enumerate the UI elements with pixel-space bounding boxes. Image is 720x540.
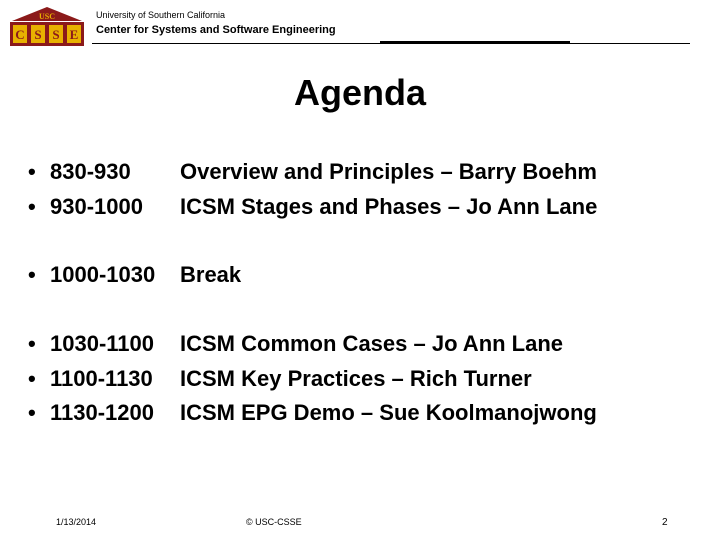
agenda-topic: ICSM Common Cases – Jo Ann Lane bbox=[180, 331, 564, 356]
bullet-icon: • bbox=[28, 400, 36, 425]
agenda-item bbox=[28, 155, 597, 189]
logo-letter: S bbox=[52, 27, 60, 42]
agenda-item bbox=[28, 327, 563, 361]
university-name: University of Southern California bbox=[96, 10, 226, 20]
agenda-topic: Overview and Principles – Barry Boehm bbox=[180, 159, 597, 184]
bullet-icon: • bbox=[28, 262, 36, 287]
bullet-icon: • bbox=[28, 331, 36, 356]
agenda-topic: ICSM Key Practices – Rich Turner bbox=[180, 366, 532, 391]
slide-title: Agenda bbox=[293, 72, 426, 113]
logo-letter: E bbox=[69, 27, 79, 42]
agenda-time: 1030-1100 bbox=[50, 331, 154, 356]
agenda-time: 930-1000 bbox=[50, 194, 143, 219]
agenda-time: 1100-1130 bbox=[50, 366, 153, 391]
agenda-topic: ICSM EPG Demo – Sue Koolmanojwong bbox=[180, 400, 597, 425]
logo-usc-text: USC bbox=[38, 12, 56, 21]
footer-date: 1/13/2014 bbox=[56, 517, 97, 527]
agenda-item bbox=[28, 396, 597, 430]
bullet-icon: • bbox=[28, 159, 36, 184]
agenda-topic: ICSM Stages and Phases – Jo Ann Lane bbox=[180, 194, 598, 219]
agenda-topic: Break bbox=[180, 262, 242, 287]
footer-copyright: © USC-CSSE bbox=[246, 517, 302, 527]
usc-csse-logo bbox=[6, 5, 88, 47]
bullet-icon: • bbox=[28, 366, 36, 391]
logo-letter: C bbox=[15, 27, 25, 42]
agenda-item bbox=[28, 258, 241, 292]
agenda-time: 1130-1200 bbox=[50, 400, 154, 425]
agenda-item bbox=[28, 190, 597, 224]
bullet-icon: • bbox=[28, 194, 36, 219]
agenda-item bbox=[28, 362, 532, 396]
center-name: Center for Systems and Software Engineering bbox=[96, 24, 336, 36]
header-rule-accent bbox=[380, 41, 570, 44]
agenda-time: 1000-1030 bbox=[50, 262, 156, 287]
page-number: 2 bbox=[662, 517, 668, 528]
logo-letter: S bbox=[34, 27, 42, 42]
agenda-time: 830-930 bbox=[50, 159, 131, 184]
